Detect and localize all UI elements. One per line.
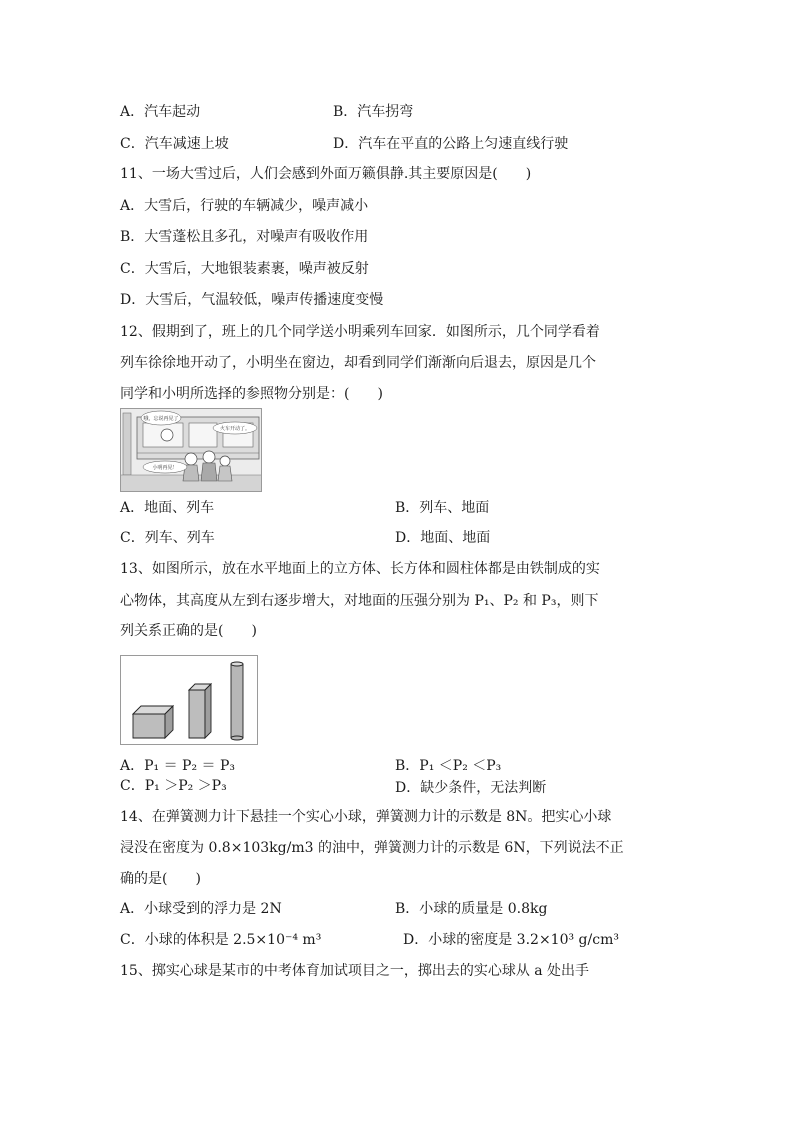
q10-option-c: C．汽车减速上坡 [120, 136, 229, 152]
q12-train-cartoon-figure [120, 408, 262, 492]
q12-stem-line1: 12、假期到了，班上的几个同学送小明乘列车回家．如图所示，几个同学看着 [120, 324, 600, 340]
q13-stem-line1: 13、如图所示，放在水平地面上的立方体、长方体和圆柱体都是由铁制成的实 [120, 561, 600, 577]
q13-option-b: B．P₁ ＜P₂ ＜P₃ [395, 758, 502, 774]
q14-option-b: B．小球的质量是 0.8kg [395, 901, 548, 917]
q14-stem-line3: 确的是( ) [120, 871, 201, 887]
q12-stem-line2: 列车徐徐地开动了，小明坐在窗边，却看到同学们渐渐向后退去，原因是几个 [120, 355, 596, 371]
q10-option-d: D．汽车在平直的公路上匀速直线行驶 [333, 136, 569, 152]
q11-stem: 11、一场大雪过后，人们会感到外面万籁俱静.其主要原因是( ) [120, 166, 532, 182]
q13-option-d: D．缺少条件，无法判断 [395, 780, 547, 796]
q11-option-c: C．大雪后，大地银装素裹，噪声被反射 [120, 261, 369, 277]
q14-option-a: A．小球受到的浮力是 2N [120, 901, 282, 917]
q13-option-c: C．P₁ ＞P₂ ＞P₃ [120, 778, 227, 794]
bubble-bottom-text: 小明再见！ [152, 465, 178, 471]
q12-option-d: D．地面、地面 [395, 530, 491, 546]
q14-option-d: D．小球的密度是 3.2×10³ g/cm³ [403, 932, 619, 948]
q12-option-a: A．地面、列车 [120, 500, 215, 516]
train-station-illustration [121, 409, 261, 491]
q14-stem-line1: 14、在弹簧测力计下悬挂一个实心小球，弹簧测力计的示数是 8N。把实心小球 [120, 809, 612, 825]
q13-iron-solids-figure [120, 655, 258, 745]
q14-stem-line2: 浸没在密度为 0.8×103kg/m3 的油中，弹簧测力计的示数是 6N，下列说法不正 [120, 840, 624, 856]
q11-option-b: B．大雪蓬松且多孔，对噪声有吸收作用 [120, 229, 369, 245]
q12-option-b: B．列车、地面 [395, 500, 490, 516]
q13-stem-line2: 心物体，其高度从左到右逐步增大，对地面的压强分别为 P₁、P₂ 和 P₃，则下 [120, 593, 599, 609]
q13-stem-line3: 列关系正确的是( ) [120, 623, 257, 639]
bubble-left-text: 哦，忘说再见了 [143, 416, 179, 422]
q10-option-a: A．汽车起动 [120, 104, 201, 120]
q12-option-c: C．列车、列车 [120, 530, 215, 546]
q11-option-d: D．大雪后，气温较低，噪声传播速度变慢 [120, 292, 384, 308]
bubble-right-text: 火车开动了。 [219, 426, 251, 432]
q10-option-b: B．汽车拐弯 [333, 104, 414, 120]
q15-stem-line1: 15、掷实心球是某市的中考体育加试项目之一，掷出去的实心球从 a 处出手 [120, 963, 590, 979]
q12-stem-line3: 同学和小明所选择的参照物分别是：( ) [120, 386, 383, 402]
q11-option-a: A．大雪后，行驶的车辆减少，噪声减小 [120, 198, 369, 214]
q14-option-c: C．小球的体积是 2.5×10⁻⁴ m³ [120, 932, 322, 948]
cube-cuboid-cylinder-diagram [121, 656, 257, 744]
q13-option-a: A．P₁ ＝ P₂ ＝ P₃ [120, 758, 236, 774]
